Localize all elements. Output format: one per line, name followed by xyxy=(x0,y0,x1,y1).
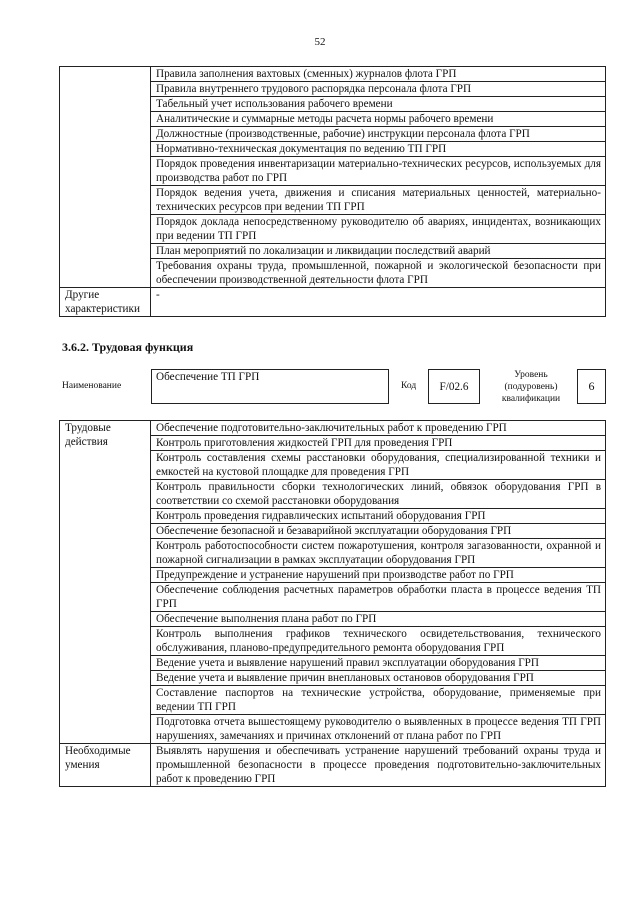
labor-action-item: Контроль проведения гидравлических испытаний оборудования ГРП xyxy=(151,509,606,524)
knowledge-item: План мероприятий по локализации и ликвидации последствий аварий xyxy=(151,244,606,259)
table-row xyxy=(60,288,606,317)
labor-action-item: Ведение учета и выявление причин внеплановых остановов оборудования ГРП xyxy=(151,671,606,686)
required-skills-label: Необходимые умения xyxy=(60,744,151,787)
knowledge-item: Порядок ведения учета, движения и списания материальных ценностей, материально-технических ресурсов при ведении ТП ГРП xyxy=(151,186,606,215)
table-row xyxy=(60,67,606,82)
labor-function-table xyxy=(59,420,606,787)
name-label: Наименование xyxy=(62,381,122,391)
other-characteristics-label: Другие характеристики xyxy=(60,288,151,317)
labor-action-item: Составление паспортов на технические устройства, оборудование, применяемые при ведении ТП ГРП xyxy=(151,686,606,715)
page-number: 52 xyxy=(314,36,326,48)
table-row xyxy=(60,421,606,436)
labor-action-item: Контроль работоспособности систем пожаротушения, контроля загазованности, охранной и пожарной сигнализации в рамках эксплуатации оборудования ГРП xyxy=(151,539,606,568)
labor-action-item: Подготовка отчета вышестоящему руководителю о выявленных в процессе ведения ТП ГРП нарушениях, замечаниях и причинах отклонений от плана работ по ГРП xyxy=(151,715,606,744)
knowledge-label-cell xyxy=(60,67,151,288)
knowledge-item: Порядок проведения инвентаризации материально-технических ресурсов, используемых для производства работ по ГРП xyxy=(151,157,606,186)
knowledge-table-continued xyxy=(59,66,606,317)
knowledge-item: Требования охраны труда, промышленной, пожарной и экологической безопасности при обеспечении производственной деятельности флота ГРП xyxy=(151,259,606,288)
knowledge-item: Правила заполнения вахтовых (сменных) журналов флота ГРП xyxy=(151,67,606,82)
knowledge-table-body xyxy=(60,67,606,317)
labor-action-item: Обеспечение подготовительно-заключительных работ к проведению ГРП xyxy=(151,421,606,436)
knowledge-item: Порядок доклада непосредственному руководителю об авариях, инцидентах, возникающих при ведении ТП ГРП xyxy=(151,215,606,244)
section-heading: 3.6.2. Трудовая функция xyxy=(62,340,194,354)
other-characteristics-value: - xyxy=(151,288,606,317)
knowledge-item: Правила внутреннего трудового распорядка персонала флота ГРП xyxy=(151,82,606,97)
knowledge-item: Аналитические и суммарные методы расчета нормы рабочего времени xyxy=(151,112,606,127)
code-label: Код xyxy=(401,381,417,391)
labor-action-item: Обеспечение выполнения плана работ по ГРП xyxy=(151,612,606,627)
required-skill-item: Выявлять нарушения и обеспечивать устранение нарушений требований охраны труда и промышленной безопасности в процессе проведения подготовительно-заключительных работ к проведению ГРП xyxy=(151,744,606,787)
labor-actions-label: Трудовые действия xyxy=(60,421,151,744)
labor-action-item: Предупреждение и устранение нарушений при производстве работ по ГРП xyxy=(151,568,606,583)
labor-action-item: Контроль выполнения графиков технического освидетельствования, технического обслуживания, планово-предупредительного ремонта оборудования ГРП xyxy=(151,627,606,656)
function-code-box: F/02.6 xyxy=(428,369,480,404)
table-row xyxy=(60,744,606,787)
labor-action-item: Контроль составления схемы расстановки оборудования, специализированной техники и емкостей на кустовой площадке для проведения ГРП xyxy=(151,451,606,480)
labor-action-item: Обеспечение соблюдения расчетных параметров обработки пласта в процессе ведения ТП ГРП xyxy=(151,583,606,612)
function-name-box: Обеспечение ТП ГРП xyxy=(151,369,389,404)
labor-action-item: Ведение учета и выявление нарушений правил эксплуатации оборудования ГРП xyxy=(151,656,606,671)
level-label: Уровень (подуровень) квалификации xyxy=(501,370,561,404)
labor-function-table-body xyxy=(60,421,606,787)
level-box: 6 xyxy=(577,369,606,404)
labor-action-item: Контроль приготовления жидкостей ГРП для проведения ГРП xyxy=(151,436,606,451)
labor-action-item: Обеспечение безопасной и безаварийной эксплуатации оборудования ГРП xyxy=(151,524,606,539)
knowledge-item: Табельный учет использования рабочего времени xyxy=(151,97,606,112)
labor-action-item: Контроль правильности сборки технологических линий, обвязок оборудования ГРП в соответствии со схемой расстановки оборудования xyxy=(151,480,606,509)
knowledge-item: Должностные (производственные, рабочие) инструкции персонала флота ГРП xyxy=(151,127,606,142)
knowledge-item: Нормативно-техническая документация по ведению ТП ГРП xyxy=(151,142,606,157)
